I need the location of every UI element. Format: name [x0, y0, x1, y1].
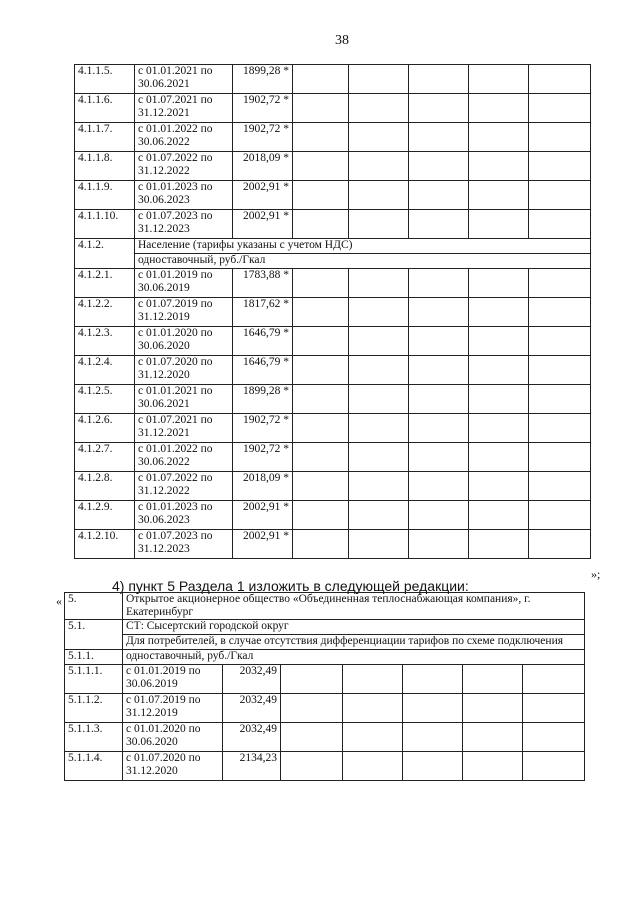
row-period: с 01.07.2020 по 31.12.2020 — [135, 356, 233, 385]
row-period: с 01.01.2019 по 30.06.2019 — [135, 269, 233, 298]
empty-cell — [409, 269, 469, 298]
empty-cell — [529, 94, 591, 123]
row-code: 4.1.2. — [75, 239, 135, 269]
empty-cell — [469, 501, 529, 530]
empty-cell — [293, 181, 349, 210]
empty-cell — [529, 65, 591, 94]
table-row — [75, 530, 591, 559]
empty-cell — [463, 694, 523, 723]
empty-cell — [343, 752, 403, 781]
empty-cell — [409, 501, 469, 530]
empty-cell — [523, 752, 585, 781]
empty-cell — [529, 327, 591, 356]
empty-cell — [463, 752, 523, 781]
empty-cell — [349, 414, 409, 443]
empty-cell — [409, 530, 469, 559]
row-period: с 01.07.2021 по 31.12.2021 — [135, 94, 233, 123]
empty-cell — [343, 694, 403, 723]
empty-cell — [529, 210, 591, 239]
empty-cell — [349, 65, 409, 94]
row-period: с 01.01.2020 по 30.06.2020 — [135, 327, 233, 356]
row-code: 4.1.1.10. — [75, 210, 135, 239]
empty-cell — [469, 385, 529, 414]
empty-cell — [281, 752, 343, 781]
empty-cell — [349, 443, 409, 472]
row-period: с 01.01.2023 по 30.06.2023 — [135, 181, 233, 210]
row-value: 2002,91 * — [233, 210, 293, 239]
row-period: с 01.07.2021 по 31.12.2021 — [135, 414, 233, 443]
row-period: с 01.07.2023 по 31.12.2023 — [135, 530, 233, 559]
table-row — [65, 752, 585, 781]
table-row — [75, 181, 591, 210]
table-row — [75, 94, 591, 123]
empty-cell — [403, 752, 463, 781]
empty-cell — [349, 123, 409, 152]
empty-cell — [409, 210, 469, 239]
row-code: 5.1.1.1. — [65, 665, 123, 694]
row-period: с 01.01.2019 по 30.06.2019 — [123, 665, 223, 694]
empty-cell — [281, 694, 343, 723]
empty-cell — [523, 723, 585, 752]
empty-cell — [293, 327, 349, 356]
section-row — [65, 650, 585, 665]
section-row — [65, 635, 585, 650]
row-title: Открытое акционерное общество «Объединенная теплоснабжающая компания», г. Екатеринбург — [123, 593, 585, 620]
empty-cell — [409, 123, 469, 152]
empty-cell — [469, 530, 529, 559]
empty-cell — [409, 443, 469, 472]
empty-cell — [409, 472, 469, 501]
row-code: 4.1.2.9. — [75, 501, 135, 530]
empty-cell — [469, 94, 529, 123]
empty-cell — [293, 443, 349, 472]
empty-cell — [469, 123, 529, 152]
empty-cell — [529, 530, 591, 559]
empty-cell — [529, 356, 591, 385]
tariff-table-5 — [64, 592, 585, 781]
row-code: 5.1. — [65, 620, 123, 650]
row-period: с 01.07.2020 по 31.12.2020 — [123, 752, 223, 781]
row-code: 5. — [65, 593, 123, 620]
table-row — [65, 723, 585, 752]
row-value: 1902,72 * — [233, 443, 293, 472]
empty-cell — [293, 210, 349, 239]
row-code: 4.1.2.8. — [75, 472, 135, 501]
row-code: 4.1.2.4. — [75, 356, 135, 385]
empty-cell — [349, 210, 409, 239]
row-value: 1902,72 * — [233, 123, 293, 152]
row-value: 2002,91 * — [233, 530, 293, 559]
row-period: с 01.07.2023 по 31.12.2023 — [135, 210, 233, 239]
row-code: 4.1.2.10. — [75, 530, 135, 559]
empty-cell — [349, 472, 409, 501]
empty-cell — [349, 181, 409, 210]
row-title: одноставочный, руб./Гкал — [123, 650, 585, 665]
empty-cell — [293, 530, 349, 559]
empty-cell — [409, 385, 469, 414]
empty-cell — [293, 356, 349, 385]
empty-cell — [293, 385, 349, 414]
empty-cell — [523, 665, 585, 694]
empty-cell — [293, 414, 349, 443]
empty-cell — [343, 665, 403, 694]
empty-cell — [469, 65, 529, 94]
empty-cell — [409, 298, 469, 327]
row-code: 4.1.2.7. — [75, 443, 135, 472]
table-row — [75, 123, 591, 152]
empty-cell — [409, 414, 469, 443]
empty-cell — [281, 723, 343, 752]
empty-cell — [293, 269, 349, 298]
table-row — [75, 269, 591, 298]
empty-cell — [403, 665, 463, 694]
section-row — [75, 239, 591, 254]
row-value: 1817,62 * — [233, 298, 293, 327]
row-period: с 01.01.2020 по 30.06.2020 — [123, 723, 223, 752]
empty-cell — [469, 181, 529, 210]
table-row — [75, 414, 591, 443]
empty-cell — [463, 665, 523, 694]
table-row — [65, 694, 585, 723]
row-value: 1783,88 * — [233, 269, 293, 298]
row-code: 4.1.1.9. — [75, 181, 135, 210]
empty-cell — [349, 327, 409, 356]
empty-cell — [469, 472, 529, 501]
empty-cell — [469, 269, 529, 298]
empty-cell — [409, 181, 469, 210]
empty-cell — [529, 414, 591, 443]
empty-cell — [349, 298, 409, 327]
empty-cell — [293, 152, 349, 181]
section-row — [65, 593, 585, 620]
table-row — [75, 472, 591, 501]
row-title: одноставочный, руб./Гкал — [135, 254, 591, 269]
row-value: 1899,28 * — [233, 65, 293, 94]
empty-cell — [403, 723, 463, 752]
row-title: Население (тарифы указаны с учетом НДС) — [135, 239, 591, 254]
row-code: 4.1.1.6. — [75, 94, 135, 123]
row-period: с 01.01.2021 по 30.06.2021 — [135, 65, 233, 94]
row-code: 5.1.1.3. — [65, 723, 123, 752]
row-period: с 01.01.2021 по 30.06.2021 — [135, 385, 233, 414]
opening-quote: « — [56, 594, 62, 608]
empty-cell — [343, 723, 403, 752]
empty-cell — [469, 210, 529, 239]
empty-cell — [293, 94, 349, 123]
row-code: 4.1.2.3. — [75, 327, 135, 356]
row-value: 2002,91 * — [233, 501, 293, 530]
empty-cell — [529, 181, 591, 210]
table-row — [75, 385, 591, 414]
empty-cell — [409, 94, 469, 123]
row-period: с 01.07.2022 по 31.12.2022 — [135, 472, 233, 501]
row-value: 2002,91 * — [233, 181, 293, 210]
table-row — [75, 210, 591, 239]
row-value: 2018,09 * — [233, 472, 293, 501]
row-code: 4.1.1.5. — [75, 65, 135, 94]
row-period: с 01.01.2022 по 30.06.2022 — [135, 123, 233, 152]
empty-cell — [469, 414, 529, 443]
row-title: СТ: Сысертский городской округ — [123, 620, 585, 635]
empty-cell — [469, 327, 529, 356]
empty-cell — [409, 356, 469, 385]
empty-cell — [409, 65, 469, 94]
empty-cell — [529, 298, 591, 327]
empty-cell — [409, 327, 469, 356]
section-row — [65, 620, 585, 635]
row-value: 1646,79 * — [233, 356, 293, 385]
table-row — [75, 327, 591, 356]
empty-cell — [529, 152, 591, 181]
row-period: с 01.07.2019 по 31.12.2019 — [135, 298, 233, 327]
row-period: с 01.07.2019 по 31.12.2019 — [123, 694, 223, 723]
page-number: 38 — [335, 33, 349, 48]
empty-cell — [523, 694, 585, 723]
empty-cell — [469, 298, 529, 327]
row-period: с 01.07.2022 по 31.12.2022 — [135, 152, 233, 181]
empty-cell — [349, 94, 409, 123]
row-value: 1899,28 * — [233, 385, 293, 414]
empty-cell — [281, 665, 343, 694]
row-value: 1646,79 * — [233, 327, 293, 356]
table-row — [75, 443, 591, 472]
empty-cell — [293, 472, 349, 501]
row-code: 4.1.1.8. — [75, 152, 135, 181]
section-row — [75, 254, 591, 269]
empty-cell — [293, 298, 349, 327]
row-code: 4.1.2.5. — [75, 385, 135, 414]
table-row — [75, 65, 591, 94]
row-code: 4.1.2.6. — [75, 414, 135, 443]
tariff-table-4-1 — [74, 64, 591, 559]
empty-cell — [463, 723, 523, 752]
amendment-instruction: 4) пункт 5 Раздела 1 изложить в следующей редакции: — [112, 578, 469, 594]
row-code: 4.1.1.7. — [75, 123, 135, 152]
empty-cell — [409, 152, 469, 181]
empty-cell — [529, 472, 591, 501]
empty-cell — [349, 356, 409, 385]
table-row — [75, 356, 591, 385]
empty-cell — [529, 269, 591, 298]
row-value: 2032,49 — [223, 694, 281, 723]
empty-cell — [529, 501, 591, 530]
row-value: 1902,72 * — [233, 94, 293, 123]
empty-cell — [469, 443, 529, 472]
row-code: 4.1.2.2. — [75, 298, 135, 327]
row-period: с 01.01.2022 по 30.06.2022 — [135, 443, 233, 472]
row-value: 2032,49 — [223, 723, 281, 752]
table-row — [75, 298, 591, 327]
row-value: 2134,23 — [223, 752, 281, 781]
table-row — [75, 152, 591, 181]
row-value: 2032,49 — [223, 665, 281, 694]
empty-cell — [349, 269, 409, 298]
empty-cell — [349, 152, 409, 181]
empty-cell — [469, 152, 529, 181]
empty-cell — [349, 501, 409, 530]
row-code: 5.1.1. — [65, 650, 123, 665]
empty-cell — [349, 385, 409, 414]
row-title: Для потребителей, в случае отсутствия дифференциации тарифов по схеме подключения — [123, 635, 585, 650]
empty-cell — [293, 501, 349, 530]
empty-cell — [403, 694, 463, 723]
empty-cell — [293, 123, 349, 152]
closing-quote: »; — [591, 567, 601, 581]
table-row — [65, 665, 585, 694]
row-value: 1902,72 * — [233, 414, 293, 443]
row-code: 4.1.2.1. — [75, 269, 135, 298]
table-row — [75, 501, 591, 530]
row-period: с 01.01.2023 по 30.06.2023 — [135, 501, 233, 530]
empty-cell — [529, 443, 591, 472]
empty-cell — [293, 65, 349, 94]
row-code: 5.1.1.2. — [65, 694, 123, 723]
empty-cell — [529, 123, 591, 152]
row-code: 5.1.1.4. — [65, 752, 123, 781]
empty-cell — [349, 530, 409, 559]
empty-cell — [529, 385, 591, 414]
row-value: 2018,09 * — [233, 152, 293, 181]
empty-cell — [469, 356, 529, 385]
